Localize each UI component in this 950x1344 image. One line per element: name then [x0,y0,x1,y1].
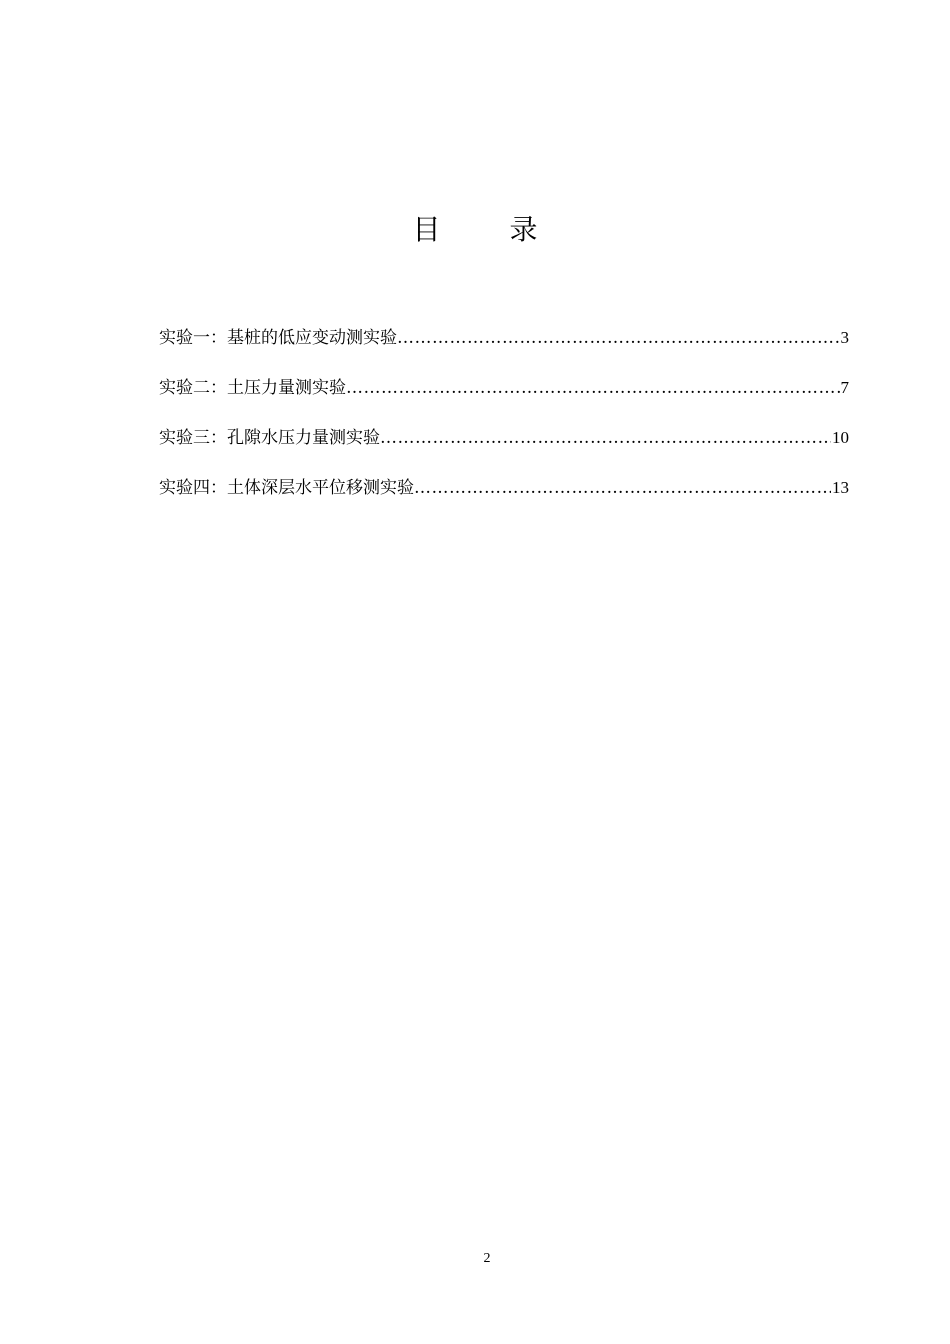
toc-entry-title: 实验二：土压力量测实验 [159,378,346,398]
toc-entry[interactable] [159,323,849,373]
toc-entry[interactable] [159,373,849,423]
toc-entry-page: 3 [840,328,849,347]
toc-entry[interactable] [159,423,849,473]
toc-entry-page: 7 [840,378,849,397]
toc-entry[interactable] [159,473,849,523]
toc-entry-title: 实验四：土体深层水平位移测实验 [159,478,414,498]
toc-list [159,323,849,523]
toc-entry-page: 10 [832,428,849,447]
toc-entry-title: 实验一：基桩的低应变动测实验 [159,328,397,348]
page-number: 2 [483,1251,491,1266]
toc-heading: 目 录 [412,213,568,246]
toc-entry-title: 实验三：孔隙水压力量测实验 [159,428,380,448]
toc-dot-leader [346,373,840,403]
toc-dot-leader [380,423,831,453]
toc-dot-leader [397,323,840,353]
toc-dot-leader [414,473,831,503]
toc-entry-page: 13 [832,478,849,497]
